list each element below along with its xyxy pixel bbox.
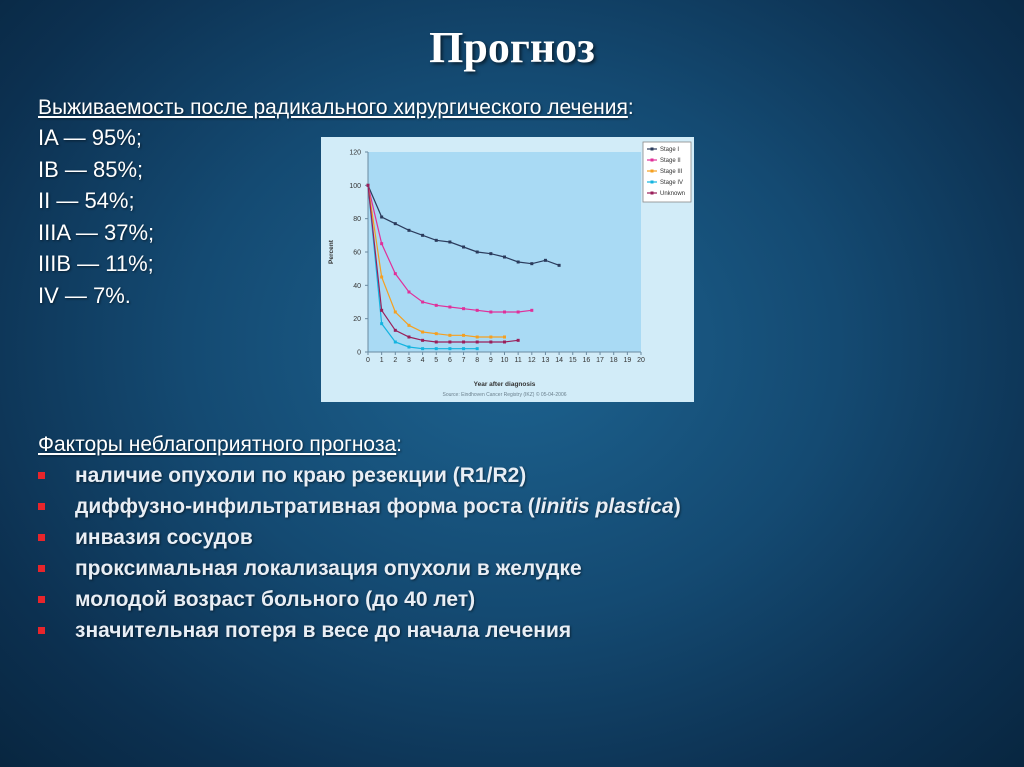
data-point xyxy=(421,234,424,237)
x-tick-label: 6 xyxy=(447,357,452,364)
data-point xyxy=(462,334,465,337)
data-point xyxy=(435,347,438,350)
data-point xyxy=(503,341,506,344)
factor-text: значительная потеря в весе до начала лечения xyxy=(75,619,572,642)
slide-title: Прогноз xyxy=(429,23,595,72)
data-point xyxy=(530,309,533,312)
x-tick-label: 19 xyxy=(623,357,632,364)
factor-item xyxy=(38,491,681,522)
survival-item-iv: IV — 7%. xyxy=(38,282,131,308)
x-tick-label: 16 xyxy=(582,357,591,364)
factor-item xyxy=(38,522,681,553)
y-tick-label: 120 xyxy=(349,149,361,157)
factor-text: наличие опухоли по краю резекции (R1/R2) xyxy=(75,464,527,487)
data-point xyxy=(489,336,492,339)
legend-label: Stage IV xyxy=(660,180,684,186)
legend-label: Stage I xyxy=(660,147,680,153)
data-point xyxy=(435,304,438,307)
x-tick-label: 11 xyxy=(514,357,522,364)
x-tick-label: 14 xyxy=(555,357,563,364)
factor-item xyxy=(38,584,681,615)
data-point xyxy=(380,322,383,325)
y-tick-label: 80 xyxy=(353,216,361,224)
data-point xyxy=(380,309,383,312)
bullet-icon xyxy=(38,534,45,541)
data-point xyxy=(407,324,410,327)
data-point xyxy=(462,307,465,310)
data-point xyxy=(462,246,465,249)
legend-swatch-marker xyxy=(651,159,654,162)
data-point xyxy=(476,336,479,339)
bullet-icon xyxy=(38,627,45,634)
x-tick-label: 3 xyxy=(406,357,411,364)
data-point xyxy=(544,259,547,262)
data-point xyxy=(421,347,424,350)
data-point xyxy=(558,264,561,267)
data-point xyxy=(435,332,438,335)
x-tick-label: 15 xyxy=(568,357,577,364)
x-tick-label: 4 xyxy=(420,357,425,364)
factor-text-pre: диффузно-инфильтративная форма роста ( xyxy=(75,495,535,518)
x-tick-label: 0 xyxy=(366,357,370,364)
data-point xyxy=(476,309,479,312)
data-point xyxy=(503,256,506,259)
legend-swatch-marker xyxy=(651,148,654,151)
x-tick-label: 7 xyxy=(461,357,466,364)
data-point xyxy=(517,339,520,342)
data-point xyxy=(407,346,410,349)
factor-text: проксимальная локализация опухоли в желудке xyxy=(75,557,582,580)
factors-heading xyxy=(38,433,402,457)
factor-text: инвазия сосудов xyxy=(75,526,253,549)
factor-text: молодой возраст больного (до 40 лет) xyxy=(75,588,476,611)
survival-heading-text: Выживаемость после радикального хирургического лечения xyxy=(38,96,628,119)
data-point xyxy=(517,261,520,264)
survival-heading-colon: : xyxy=(627,96,634,119)
survival-chart xyxy=(321,137,694,402)
plot-area xyxy=(368,152,641,352)
data-point xyxy=(448,306,451,309)
data-point xyxy=(407,229,410,232)
data-point xyxy=(394,329,397,332)
data-point xyxy=(421,301,424,304)
data-point xyxy=(380,242,383,245)
factor-text-italic: linitis plastica xyxy=(534,495,674,518)
data-point xyxy=(394,222,397,225)
data-point xyxy=(407,336,410,339)
factor-text-post: ) xyxy=(673,495,681,518)
x-tick-label: 10 xyxy=(500,357,509,364)
data-point xyxy=(530,262,533,265)
y-tick-label: 0 xyxy=(357,349,361,357)
bullet-icon xyxy=(38,503,45,510)
data-point xyxy=(476,341,479,344)
data-point xyxy=(476,347,479,350)
x-tick-label: 20 xyxy=(637,357,645,364)
data-point xyxy=(435,239,438,242)
data-point xyxy=(380,216,383,219)
x-tick-label: 1 xyxy=(379,357,384,364)
factor-item xyxy=(38,553,681,584)
data-point xyxy=(407,291,410,294)
x-tick-label: 2 xyxy=(393,357,398,364)
chart-source: Source: Eindhoven Cancer Registry (IKZ) © 05-04-2006 xyxy=(442,392,567,398)
x-tick-label: 17 xyxy=(596,357,604,364)
x-tick-label: 18 xyxy=(609,357,618,364)
data-point xyxy=(448,241,451,244)
x-axis-label: Year after diagnosis xyxy=(473,381,536,388)
data-point xyxy=(367,184,370,187)
data-point xyxy=(448,341,451,344)
factors-list xyxy=(38,460,681,646)
y-tick-label: 20 xyxy=(353,316,361,324)
data-point xyxy=(394,341,397,344)
factors-heading-colon: : xyxy=(396,433,403,456)
survival-item-ia: IA — 95%; xyxy=(38,125,142,150)
legend-label: Unknown xyxy=(660,191,686,197)
y-tick-label: 100 xyxy=(349,182,361,190)
data-point xyxy=(448,334,451,337)
legend-label: Stage III xyxy=(660,169,683,175)
legend-swatch-marker xyxy=(651,192,654,195)
data-point xyxy=(517,311,520,314)
data-point xyxy=(462,347,465,350)
legend-swatch-marker xyxy=(651,181,654,184)
data-point xyxy=(380,276,383,279)
factor-item xyxy=(38,615,681,646)
data-point xyxy=(489,311,492,314)
y-axis-label: Percent xyxy=(328,240,335,264)
factor-item xyxy=(38,460,681,491)
survival-item-ib: IB — 85%; xyxy=(38,156,144,182)
data-point xyxy=(503,311,506,314)
data-point xyxy=(489,252,492,255)
data-point xyxy=(421,339,424,342)
x-tick-label: 5 xyxy=(434,357,439,364)
x-tick-label: 8 xyxy=(475,357,480,364)
data-point xyxy=(503,336,506,339)
survival-heading xyxy=(38,96,634,120)
data-point xyxy=(394,311,397,314)
y-tick-label: 60 xyxy=(353,249,361,257)
legend-swatch-marker xyxy=(651,170,654,173)
survival-list xyxy=(38,122,154,311)
survival-item-iiia: IIIA — 37%; xyxy=(38,219,155,245)
x-tick-label: 12 xyxy=(527,357,536,364)
survival-chart-svg xyxy=(321,137,694,402)
data-point xyxy=(394,272,397,275)
x-tick-label: 9 xyxy=(488,357,493,364)
data-point xyxy=(476,251,479,254)
data-point xyxy=(435,341,438,344)
data-point xyxy=(489,341,492,344)
data-point xyxy=(421,331,424,334)
factors-heading-text: Факторы неблагоприятного прогноза xyxy=(38,433,397,456)
x-tick-label: 13 xyxy=(541,357,550,364)
survival-item-ii: II — 54%; xyxy=(38,188,135,213)
legend-label: Stage II xyxy=(660,158,681,164)
y-tick-label: 40 xyxy=(353,282,361,290)
bullet-icon xyxy=(38,565,45,572)
data-point xyxy=(448,347,451,350)
bullet-icon xyxy=(38,472,45,479)
survival-item-iiib: IIIB — 11%; xyxy=(38,251,154,276)
bullet-icon xyxy=(38,596,45,603)
data-point xyxy=(462,341,465,344)
